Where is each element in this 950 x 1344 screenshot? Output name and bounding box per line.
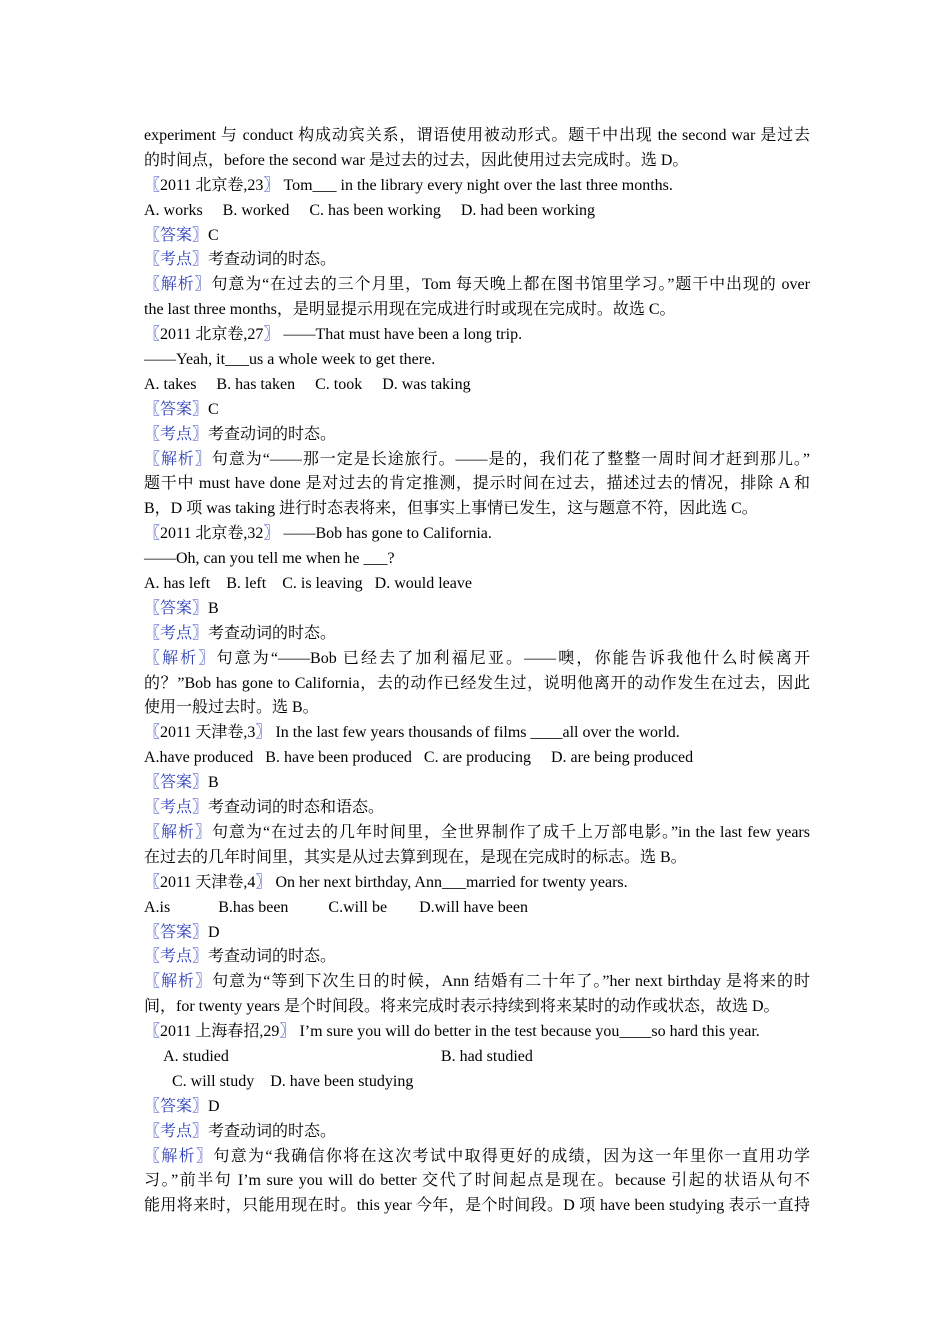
text-segment: A. works B. worked C. has been working D. had been working bbox=[144, 201, 596, 219]
section-label: 〖解析〗 bbox=[144, 1147, 214, 1165]
text-segment: ——That must have been a long trip. bbox=[279, 326, 523, 344]
text-line bbox=[144, 945, 810, 970]
section-label: 〖解析〗 bbox=[144, 973, 213, 991]
text-segment: I’m sure you will do better in the test because you____so hard this year. bbox=[295, 1023, 760, 1041]
text-segment: Tom___ in the library every night over the last three months. bbox=[279, 176, 673, 194]
text-segment: 2011 天津卷,3 bbox=[160, 724, 256, 742]
section-label: 〗 bbox=[255, 724, 272, 742]
text-line bbox=[144, 746, 810, 771]
text-segment: C bbox=[208, 226, 219, 244]
text-segment: 间，for twenty years 是个时间段。将来完成时表示持续到将来某时的动作或状态，故选 D。 bbox=[144, 998, 780, 1016]
section-label: 〖答案〗 bbox=[144, 923, 209, 941]
text-segment: 句意为“在过去的几年时间里，全世界制作了成千上万部电影。”in the last few years bbox=[211, 823, 810, 841]
section-label: 〖考点〗 bbox=[144, 799, 209, 817]
text-segment: 考查动词的时态。 bbox=[208, 624, 337, 642]
text-segment: B bbox=[208, 599, 219, 617]
text-line bbox=[144, 672, 810, 697]
text-line bbox=[144, 323, 810, 348]
section-label: 〖答案〗 bbox=[144, 400, 209, 418]
text-line bbox=[144, 1194, 810, 1219]
document-body bbox=[144, 124, 810, 1219]
text-line bbox=[144, 1145, 810, 1170]
text-line bbox=[144, 149, 810, 174]
text-segment: A. has left B. left C. is leaving D. would leave bbox=[144, 575, 472, 593]
text-line bbox=[144, 1120, 810, 1145]
text-segment: C bbox=[208, 400, 219, 418]
text-line bbox=[144, 224, 810, 249]
text-line bbox=[144, 1095, 810, 1120]
text-segment: 句意为“等到下次生日的时候，Ann 结婚有二十年了。”her next birthday 是将来的时 bbox=[212, 973, 810, 991]
text-line bbox=[144, 398, 810, 423]
text-segment: 的时间点，before the second war 是过去的过去，因此使用过去完成时。选 D。 bbox=[144, 151, 689, 169]
text-segment: 考查动词的时态。 bbox=[208, 251, 337, 269]
section-label: 〖 bbox=[144, 1023, 161, 1041]
text-segment: 考查动词的时态和语态。 bbox=[208, 799, 385, 817]
text-segment: 句意为“在过去的三个月里，Tom 每天晚上都在图书馆里学习。”题干中出现的 over bbox=[211, 276, 810, 294]
text-line bbox=[144, 348, 810, 373]
text-line bbox=[144, 572, 810, 597]
text-segment: the last three months，是明显提示用现在完成进行时或现在完成时。故选 C。 bbox=[144, 301, 676, 319]
text-segment: B bbox=[208, 774, 219, 792]
section-label: 〗 bbox=[263, 326, 280, 344]
section-label: 〖考点〗 bbox=[144, 425, 209, 443]
text-line bbox=[144, 771, 810, 796]
text-segment: experiment 与 conduct 构成动宾关系，谓语使用被动形式。题干中出现 the second war 是过去 bbox=[144, 127, 810, 144]
text-line bbox=[144, 522, 810, 547]
text-line bbox=[144, 124, 810, 149]
section-label: 〖答案〗 bbox=[144, 599, 209, 617]
text-segment: 句意为“——Bob 已经去了加利福尼亚。——噢，你能告诉我他什么时候离开 bbox=[216, 649, 810, 667]
section-label: 〖考点〗 bbox=[144, 948, 209, 966]
text-line bbox=[144, 647, 810, 672]
text-line bbox=[144, 921, 810, 946]
text-segment: 使用一般过去时。选 B。 bbox=[144, 699, 319, 717]
text-segment: 句意为“我确信你将在这次考试中取得更好的成绩，因为这一年里你一直用功学 bbox=[213, 1147, 810, 1165]
text-segment: 2011 北京卷,32 bbox=[160, 525, 264, 543]
text-segment: 2011 北京卷,27 bbox=[160, 326, 264, 344]
text-line bbox=[144, 871, 810, 896]
text-line bbox=[144, 896, 810, 921]
text-line bbox=[144, 622, 810, 647]
text-line bbox=[144, 721, 810, 746]
section-label: 〖解析〗 bbox=[144, 276, 212, 294]
text-line bbox=[144, 423, 810, 448]
text-segment: ——Oh, can you tell me when he ___? bbox=[144, 550, 395, 568]
section-label: 〖 bbox=[144, 176, 161, 194]
text-segment: D bbox=[208, 923, 220, 941]
section-label: 〖 bbox=[144, 326, 161, 344]
section-label: 〖解析〗 bbox=[144, 649, 217, 667]
text-line bbox=[144, 970, 810, 995]
text-segment: 2011 上海春招,29 bbox=[160, 1023, 280, 1041]
section-label: 〗 bbox=[263, 525, 280, 543]
text-segment: B，D 项 was taking 进行时态表将来，但事实上事情已发生，这与题意不符，因此选 C。 bbox=[144, 500, 758, 518]
text-segment: 能用将来时，只能用现在时。this year 今年，是个时间段。D 项 have been studying 表示一直持 bbox=[144, 1197, 810, 1215]
text-segment: 考查动词的时态。 bbox=[208, 425, 337, 443]
section-label: 〗 bbox=[279, 1023, 296, 1041]
text-segment: On her next birthday, Ann___married for twenty years. bbox=[271, 873, 628, 891]
text-line bbox=[144, 821, 810, 846]
text-segment: 2011 天津卷,4 bbox=[160, 873, 256, 891]
text-segment: A.is B.has been C.will be D.will have been bbox=[144, 898, 528, 916]
text-line bbox=[144, 273, 810, 298]
text-line bbox=[144, 497, 810, 522]
section-label: 〖答案〗 bbox=[144, 226, 209, 244]
section-label: 〖 bbox=[144, 525, 161, 543]
section-label: 〖考点〗 bbox=[144, 1122, 209, 1140]
text-line bbox=[144, 373, 810, 398]
text-line bbox=[144, 696, 810, 721]
text-line bbox=[144, 448, 810, 473]
text-line bbox=[144, 995, 810, 1020]
text-segment: 习。”前半句 I’m sure you will do better 交代了时间起点是现在。because 引起的状语从句不 bbox=[144, 1172, 810, 1190]
text-segment: A. takes B. has taken C. took D. was taking bbox=[144, 375, 471, 393]
text-segment: 的？”Bob has gone to California，去的动作已经发生过，说明他离开的动作发生在过去，因此 bbox=[144, 674, 810, 692]
text-line bbox=[144, 1045, 810, 1070]
section-label: 〗 bbox=[255, 873, 272, 891]
section-label: 〖考点〗 bbox=[144, 251, 209, 269]
text-line bbox=[144, 597, 810, 622]
text-line bbox=[144, 846, 810, 871]
text-segment: C. will study D. have been studying bbox=[144, 1072, 414, 1090]
text-line bbox=[144, 796, 810, 821]
text-line bbox=[144, 174, 810, 199]
section-label: 〖考点〗 bbox=[144, 624, 209, 642]
section-label: 〖解析〗 bbox=[144, 823, 212, 841]
text-segment: A. studied B. had studied bbox=[144, 1047, 533, 1065]
text-segment: 考查动词的时态。 bbox=[208, 1122, 337, 1140]
section-label: 〖解析〗 bbox=[144, 450, 212, 468]
text-line bbox=[144, 547, 810, 572]
text-segment: ——Bob has gone to California. bbox=[279, 525, 492, 543]
section-label: 〖答案〗 bbox=[144, 1097, 209, 1115]
text-line bbox=[144, 1020, 810, 1045]
section-label: 〖 bbox=[144, 724, 161, 742]
text-segment: D bbox=[208, 1097, 220, 1115]
text-segment: 考查动词的时态。 bbox=[208, 948, 337, 966]
section-label: 〗 bbox=[263, 176, 280, 194]
text-segment: A.have produced B. have been produced C. are producing D. are being produced bbox=[144, 749, 694, 767]
section-label: 〖答案〗 bbox=[144, 774, 209, 792]
text-line bbox=[144, 1169, 810, 1194]
text-segment: 题干中 must have done 是对过去的肯定推测，提示时间在过去，描述过去的情况，排除 A 和 bbox=[144, 475, 810, 493]
text-line bbox=[144, 1070, 810, 1095]
text-segment: 在过去的几年时间里，其实是从过去算到现在，是现在完成时的标志。选 B。 bbox=[144, 848, 687, 866]
text-segment: ——Yeah, it___us a whole week to get there. bbox=[144, 351, 436, 369]
text-segment: 2011 北京卷,23 bbox=[160, 176, 264, 194]
text-line bbox=[144, 298, 810, 323]
text-line bbox=[144, 199, 810, 224]
text-segment: In the last few years thousands of films ____all over the world. bbox=[271, 724, 680, 742]
text-line bbox=[144, 248, 810, 273]
section-label: 〖 bbox=[144, 873, 161, 891]
text-segment: 句意为“——那一定是长途旅行。——是的，我们花了整整一周时间才赶到那儿。” bbox=[211, 450, 810, 468]
text-line bbox=[144, 472, 810, 497]
